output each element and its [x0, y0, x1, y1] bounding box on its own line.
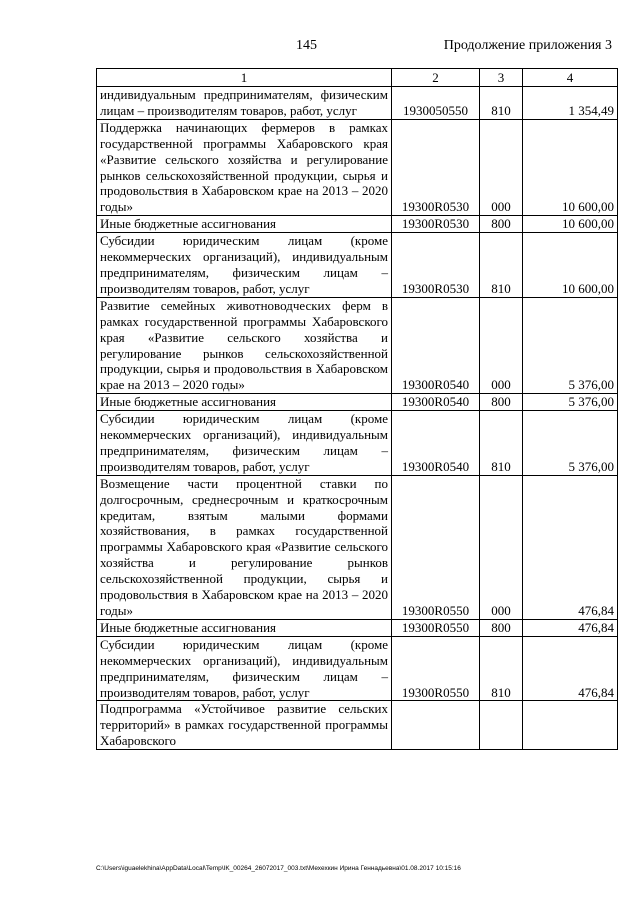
table-row [97, 119, 618, 215]
row-code: 19300R0540 [392, 411, 480, 476]
row-name: Субсидии юридическим лицам (кроме некоммерческих организаций), индивидуальным предпринимателям, физическим лицам – производителям товаров, работ, услуг [97, 636, 392, 701]
file-path-footer: C:\Users\iguaelekhina\AppData\Local\Temp\IK_00264_26072017_003.txt\Мехехкин Ирина Геннадьевна\01.08.2017 10:15:16 [96, 865, 461, 872]
row-name: Поддержка начинающих фермеров в рамках государственной программы Хабаровского края «Развитие сельского хозяйства и регулирование рынков сельскохозяйственной продукции, сырья и продовольствия в Хабаровском крае на 2013 – 2020 годы» [97, 119, 392, 215]
row-amount: 476,84 [523, 636, 618, 701]
row-code: 19300R0530 [392, 233, 480, 298]
row-code: 19300R0550 [392, 475, 480, 619]
row-code: 19300R0530 [392, 119, 480, 215]
row-amount: 5 376,00 [523, 297, 618, 393]
row-amount: 476,84 [523, 619, 618, 636]
row-code: 19300R0530 [392, 216, 480, 233]
row-name: Возмещение части процентной ставки по долгосрочным, среднесрочным и краткосрочным кредитам, взятым малыми формами хозяйствования, в рамках государственной программы Хабаровского края «Развитие сельского хозяйства и регулирование рынков сельскохозяйственной продукции, сырья и продовольствия в Хабаровском крае на 2013 – 2020 годы» [97, 475, 392, 619]
budget-table [96, 68, 618, 750]
row-type [480, 701, 523, 750]
table-row [97, 475, 618, 619]
column-header-1: 1 [97, 69, 392, 87]
column-header-2: 2 [392, 69, 480, 87]
row-amount: 5 376,00 [523, 394, 618, 411]
row-code: 1930050550 [392, 87, 480, 120]
table-row [97, 297, 618, 393]
table-row [97, 394, 618, 411]
column-header-3: 3 [480, 69, 523, 87]
row-type: 810 [480, 233, 523, 298]
row-type: 810 [480, 87, 523, 120]
row-amount [523, 701, 618, 750]
row-type: 000 [480, 119, 523, 215]
table-header-row [97, 69, 618, 87]
row-name: Субсидии юридическим лицам (кроме некоммерческих организаций), индивидуальным предпринимателям, физическим лицам – производителям товаров, работ, услуг [97, 233, 392, 298]
row-type: 800 [480, 394, 523, 411]
row-type: 800 [480, 619, 523, 636]
row-code: 19300R0540 [392, 297, 480, 393]
table-row [97, 216, 618, 233]
row-name: Иные бюджетные ассигнования [97, 216, 392, 233]
row-code: 19300R0550 [392, 619, 480, 636]
row-name: Субсидии юридическим лицам (кроме некоммерческих организаций), индивидуальным предпринимателям, физическим лицам – производителям товаров, работ, услуг [97, 411, 392, 476]
row-type: 810 [480, 636, 523, 701]
row-type: 810 [480, 411, 523, 476]
row-name: Иные бюджетные ассигнования [97, 619, 392, 636]
row-name: Подпрограмма «Устойчивое развитие сельских территорий» в рамках государственной программы Хабаровского [97, 701, 392, 750]
continuation-title: Продолжение приложения 3 [443, 38, 612, 53]
column-header-4: 4 [523, 69, 618, 87]
row-amount: 1 354,49 [523, 87, 618, 120]
table-row [97, 87, 618, 120]
table-row [97, 233, 618, 298]
row-code: 19300R0550 [392, 636, 480, 701]
row-amount: 5 376,00 [523, 411, 618, 476]
row-amount: 10 600,00 [523, 119, 618, 215]
row-amount: 10 600,00 [523, 216, 618, 233]
table-row [97, 619, 618, 636]
row-amount: 476,84 [523, 475, 618, 619]
row-amount: 10 600,00 [523, 233, 618, 298]
row-name: индивидуальным предпринимателям, физическим лицам – производителям товаров, работ, услуг [97, 87, 392, 120]
table-row [97, 411, 618, 476]
table-row [97, 701, 618, 750]
table-row [97, 636, 618, 701]
row-type: 800 [480, 216, 523, 233]
row-code: 19300R0540 [392, 394, 480, 411]
row-type: 000 [480, 297, 523, 393]
row-type: 000 [480, 475, 523, 619]
row-name: Иные бюджетные ассигнования [97, 394, 392, 411]
row-code [392, 701, 480, 750]
page-number: 145 [296, 38, 317, 53]
row-name: Развитие семейных животноводческих ферм в рамках государственной программы Хабаровского края «Развитие сельского хозяйства и регулирование рынков сельскохозяйственной продукции, сырья и продовольствия в Хабаровском крае на 2013 – 2020 годы» [97, 297, 392, 393]
